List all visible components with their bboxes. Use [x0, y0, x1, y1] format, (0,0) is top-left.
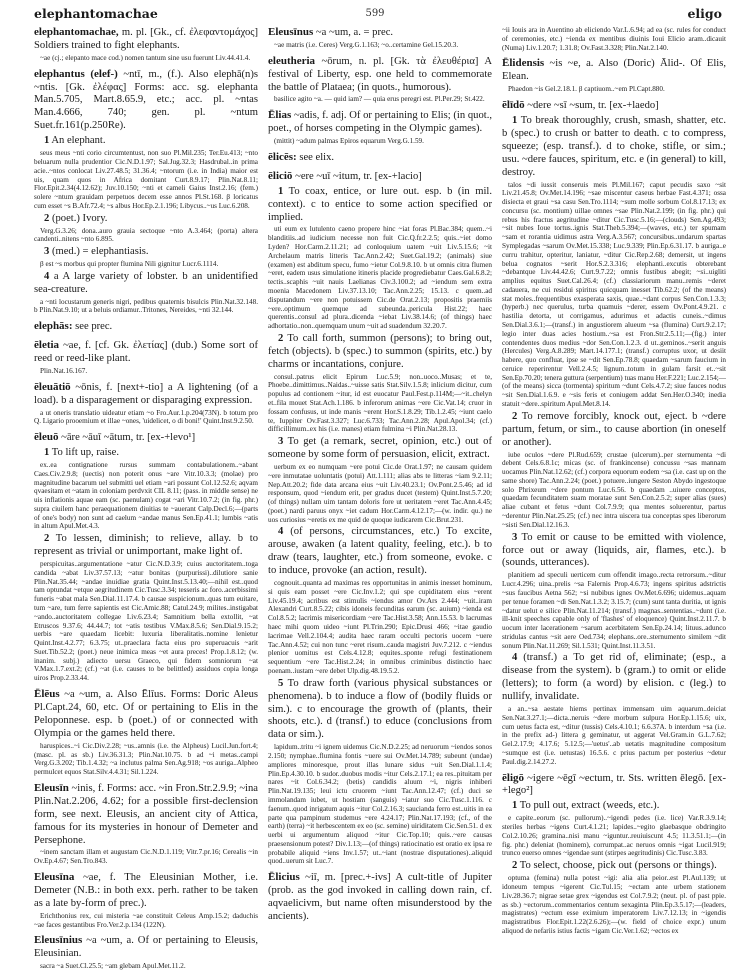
entry-definition	[268, 55, 492, 95]
dictionary-entry	[34, 68, 258, 316]
sense-number: 1	[512, 114, 518, 126]
dictionary-entry	[268, 151, 492, 165]
citation-block: seus meus ~nti corio circumtentust, non suo Pl.Mil.235; Ter.Eu.413; ~nto beluarum nulla prudentior Cic.N.D.1.97; Sal.Jug.32.3; Hasdrubal..in prima acie..~ntos conlocat Liv.27.48.5; 31.36.4; ~ntorum (i.e. in India) maior est uis, quam quos in Africa domitant Curt.8.9.17; Plin.Nat.8.11; Flor.Epit.2.34(4.12.62); Juv.10.150; ~nti et cameli Gaius Inst.2.16; (fem.) solere ~ntum grauidam perpetuos decem esse annos Pl.St.168. β loricatus cum esset ~s B.Afr.72.4; ~s albus Hor.Ep.2.1.196; Libycus..~us Luc.6.208.	[34, 149, 258, 210]
sense-number: 3	[512, 531, 518, 543]
entry-definition	[34, 782, 258, 848]
citation-block: perspicuitas..argumentatione ~atur Cic.N.D.3.9; cuius auctoritatem..toga candida ~abat Liv.37.57.13; ~atur bonitas (purpurissi)..dilutiore sanie Plin.Nat.35.44; ~andae inuidiae gratia Quint.Inst.5.13.40;—nihil est..quod tam optundat ~etque aegritudinem Cic.Tusc.3.34; tesseris ac foro..acerbissimi funeris ~abat mala Sen.Dial.11.17.4. b causae suspicionum..quas tum euitare, tum ~are, tum ferre sapientis est Cic.Amic.88; Catul.24.9; milites..instigabat ~ando..auctoritatem collegae Liv.6.23.4; Samnitium bella extollit, ~at Etruscos 9.37.6; 44.44.7; tot ~atis testibus V.Max.8.5.6; Sen.Dial.9.15.2; uerbis ~are quaedam licebit: luxuria liberalitatis..nomine lenietur Quint.Inst.4.2.77; 6.3.75; ut..praeclara facta eius pro superuacuis ~arit Suet.Tib.52.2; (poet.) neue inimica meas ~et aura preces! Prop.1.8.12; (w. inanim. subj.) adiecto uersu Graeco, qui fidem somniorum ~at V.Max.1.7.ext.2; (cf.) ~at (i.e. causes to be belittled) assiduos copia longa uiros Prop.2.33.44.	[34, 560, 258, 683]
headword: eleutheria	[268, 54, 316, 67]
headword: elephās:	[34, 320, 73, 333]
citation-block: planitiem ad speculi uerticem cum offendit imago..recta retrorsum..~ditur Lucr.4.296; uina..prelis ~sa Falernis Prop.4.6.73; ingens spiritus adstrictis ~sus faucibus Aetna 562; ~si nubibus ignes Ov.Met.6.696; uidemus..aquam per tenue foramen ~di Sen.Nat.1.3.2; 3.15.7; (cum) sunt tanta duritia, ut ignis ~datur uelut e silice Plin.Nat.11.214; (transf.) magnas..sententias..~dunt (i.e. ill-knit speeches capable only of 'flashes' of eloquence) Quint.Inst.2.11.7. b uocum inter lacerationem ~sarum acerbitatem Sen.Ep.24.14; lituus..adunco stridulas cantus ~sit aere Oed.734; elephans..ore..sternumento similem ~dit sonum Plin.Nat.11.269; Sil.1.531; Quint.Inst.11.3.51.	[502, 571, 726, 650]
citation-block: e capite..eorum (sc. pullorum)..~igendi pedes (i.e. lice) Var.R.3.9.14; steriles herbas ~igens Curt.4.1.21; lapides..~egito glaebasque obdringito Col.2.10.26; gramina..nisi manu ~iguntur..reuiuiscunt 4.5; 11.3.51.1;—(in fig. phr.) deleniat (hominem), corrumpat..ac neruos omnis ~igat Lucil.919; trunco euerso omnes ~igendae sunt (stirpes aegritudinis) Cic.Tusc.3.83.	[502, 814, 726, 858]
dictionary-entry	[268, 55, 492, 105]
citation-block: uti eum ex lutulento caeno propere hinc ~iat foras Pl.Bac.384; quem..~i blanditiis..ad iudicium necesse non fuit Cic.Q.fr.2.2.5; quis..~iet domo Lyden? Hor.Carm.2.11.21; ad conloquium uatem ~uit Liv.5.15.6; ~it Archelaum matris litteris Tac.Ann.2.42; Suet.Gal.19.2; (animals) siue (examen) est abditum specu, fumo ~ietur Col.9.8.10. b ut omnis citra flumen ~eret, eadem usus simulatione itineris placide progrediebatur Caes.Gal.6.8.2; tectis..scaphis ~uit nauis Laelianas Civ.3.100.2; ad ~iendum sem extra moenia Macedonem Liv.37.13.10; Tac.Ann.2.25; 15.13. c quem..ad disputandum ~ere non potuissem Cic.de Orat.2.13; propositis praemiis ~ere..optimum quemque ad subeunda..pericula Hist.22; haec querentis..consul ad plura..dicenda ~iebat Liv.38.14.6; (of things) haec adhortatio..non..quemquam unum ~uit ad suadendum 32.20.7.	[268, 225, 492, 331]
headword: ēleuō	[34, 431, 59, 444]
entry-lead-text: m. pl. [Gk., cf. ἐλεφαντομάχος] Soldiers trained to fight elephants.	[34, 27, 258, 51]
dictionary-entry	[502, 57, 726, 94]
sense-definition	[502, 860, 726, 873]
entry-definition	[34, 934, 258, 961]
headword: Eleusīnus	[268, 26, 314, 38]
sense-definition	[34, 213, 258, 226]
entry-lead-text: ~is ~e, a. Also (Doric) Ālid-. Of Elis, Elean.	[502, 58, 726, 83]
citation-block: ex..ea contignatione rursus summam contabulationem..~abant Caes.Civ.2.9.8; (uectis) non poterit onus ~are Vitr.10.3.3; (molae) pro magnitudine bacarum uel submitti uel etiam ~ari possunt Col.12.52.6; aqvam qvaesitam et ~atam in coloniam perdvxit CIL 8.11; (pass. in middle sense) ne uis inflationis aquae eam (sc. paenulam) cogat ~ari Vitr.10.7.2; (in fig. phr.) supra ciuilem hanc peraequationem diuitias te ~auerant Calp.Decl.6;—(parts of one's body) non sunt ad caelum ~andae manus Sen.Ep.41.1; lumbis ~atis in altum Apul.Met.4.3.	[34, 461, 258, 531]
entry-lead-text: ~a ~um, a. Of or pertaining to Eleusis, Eleusinian.	[34, 935, 258, 960]
dictionary-entry	[34, 381, 258, 426]
entry-definition	[34, 381, 258, 408]
dictionary-entry	[34, 782, 258, 866]
entry-definition	[34, 688, 258, 741]
sense-text: (med.) = elephantiasis.	[51, 246, 149, 258]
entry-definition	[502, 99, 726, 113]
headword: ēletia	[34, 339, 60, 352]
entry-lead-text: ~ae, f. The Eleusinian Mother, i.e. Demeter (N.B.: in both exx. perh. rather to be taken as a late by-form of prec.).	[34, 872, 258, 909]
entry-definition	[268, 170, 492, 184]
entry-lead-text: see prec.	[75, 321, 113, 333]
sense-number: 2	[512, 860, 518, 872]
headword: Eleusīna	[34, 871, 75, 884]
dictionary-entry	[34, 320, 258, 334]
dictionary-entry	[268, 871, 492, 924]
dictionary-entry	[34, 871, 258, 929]
dictionary-entry	[34, 431, 258, 683]
dictionary-entry	[34, 339, 258, 376]
entry-lead-text: ~a ~um, a. = prec.	[315, 27, 394, 38]
sense-number: 2	[512, 410, 518, 422]
entry-lead-text: ~iī, m. [prec.+-ivs] A cult-title of Jupiter (prob. as the god invoked in calling down rain, cf. aqvaelicivm, but name often misunderstood by the ancients).	[268, 872, 492, 922]
column-left	[34, 26, 258, 971]
sense-number: 3	[44, 246, 50, 258]
entry-lead-text: ~adis, f. adj. Of or pertaining to Elis; (in quot., poet., of horses competing in the Olympic games).	[268, 110, 492, 135]
sense-number: 5	[278, 677, 284, 689]
sense-number: 4	[278, 526, 284, 538]
sense-definition	[268, 678, 492, 743]
citation-block: cognouit..quanta ad maximas res opportunitas in animis inesset hominum, si quis eam posset ~ere Cic.Inv.1.2; qui spe cupiditatem eius ~erent Liv.45.19.4; acribus est stimulis ~iendus amor Ov.Ars 2.444; ~uit..iram Alexandri Curt.8.5.22; cibis idoneis fecunditas earum (sc. auium) ~ienda est Col.8.5.2; lacrimis misericordiam ~ere Tac.Hist.3.58; Ann.15.53. b lacrumas haec mihi quom uideo ~iunt Pl.Trin.290; Epic.Drusi 466; ~itae gaudio lacrimae Vell.2.104.4; audita haec raram occulti pectoris uocem ~uere Tac.Ann.4.52; cui non tunc ~eret risum..cauda magistri Juv.7.212. c ~iendus plenior uomitus est Cels.4.12.8; equites..sponte refugi festinationem sequentium ~ere Tac.Hist.2.24; in omnibus criminibus distinctio haec poenam..iustam ~ere debet Ulp.dig.48.19.5.2.	[268, 579, 492, 675]
headword: elephantomachae,	[34, 26, 119, 38]
dictionary-entry	[502, 26, 726, 52]
column-right	[500, 26, 726, 956]
sense-definition	[34, 447, 258, 460]
sense-definition	[34, 246, 258, 259]
sense-text: To pull out, extract (weeds, etc.).	[519, 800, 660, 812]
entry-definition	[34, 431, 258, 445]
headword: ēliciō	[268, 169, 293, 182]
sense-text: To select, choose, pick out (persons or things).	[519, 860, 717, 872]
citation-block: ~ae matris (i.e. Ceres) Verg.G.1.163; ~o..certamine Gel.15.20.3.	[274, 40, 459, 49]
citation-block: β est ~s morbus qui propter flumina Nili gignitur Lucr.6.1114.	[40, 260, 219, 269]
headword: ēleuātiō	[34, 380, 71, 393]
page-number: 599	[365, 8, 385, 19]
entry-lead-text: ~ere ~uī ~itum, tr. [ex-+lacio]	[295, 170, 422, 182]
citation-block: optuma (femina) nulla potest ~igi: alia alia peior..est Pl.Aul.139; ut idoneum tempus ~igerent Cic.Tul.15; ~ectam ante urbem stationem Liv.28.36.7; nigrae setae grex ~igendus est Col.7.9.2; (neut. pl. of past ppie. as sb.) ~ectorum..commentarios centum sexaginta Plin.Ep.3.5.17;—(leaders, magistrates) ~ectum esse eximium imperatorem Liv.7.12.13; in ~igendis magistratibus Flor.Epit.1.22(2.6.26);—(w. field of choice expr.) unum aliquod de nefariis istius factis ~igam Cic.Ver.1.62; ~ectos ex	[502, 874, 726, 935]
headword: ēlīdō	[502, 98, 525, 111]
headword: elephantus (elef-)	[34, 67, 118, 80]
dictionary-entry	[34, 26, 258, 63]
citation-block: a an..~sa aestate hiems pertinax immensam uim aquarum..deiciat Sen.Nat.3.27.1;—dicta..neruis ~dere morbum sulpura Hor.Ep.1.15.6; uix, cum uetus facta est, ~ditur (tussis) Cels.4.10.1; 6.6.37A. b interdum ~sa (i.e. in the prefix ad-) littera g geminatur, ut aggerat Vel.Gram.in G.L.7.62; Gel.2.17.9; 4.17.6; 5.12.5;—'uetus'..ab uetatis magnitudine compositum ~sumque est (i.e. uetustas) 16.5.6. c prius pactum per posterius ~detur Paul.dig.2.14.27.2.	[502, 705, 726, 766]
column-middle	[266, 26, 492, 956]
citation-block: Verg.G.3.26; dona..auro grauia sectoque ~nto A.3.464; (porta) altera candenti..nitens ~nto 6.895.	[34, 226, 258, 244]
sense-text: (of persons, circumstances, etc.) To excite, arouse, awaken (a latent quality, feeling, etc.). b to draw (tears, laughter, etc.) from someone, evoke. c to induce, provoke (an action, result).	[268, 526, 492, 577]
sense-number: 1	[512, 800, 518, 812]
sense-text: An elephant.	[51, 135, 106, 147]
citation-block: Phaedon ~is Gel.2.18.1. β captiuom..~em Pl.Capt.880.	[508, 85, 665, 94]
right-guide-word: eligo	[687, 6, 722, 21]
page-header	[0, 0, 750, 24]
entry-definition	[34, 320, 258, 334]
entry-definition	[502, 57, 726, 84]
citation-block: lapidum..tritu ~i ignem uidemus Cic.N.D.2.25; ad neruorum ~iendos sonos 2.150; nymphae..flumina fontis ~uere sui Ov.Met.14.789; subeunt (undae) ampliores minoresque, prout illas lunare sidus ~uit Sen.Dial.1.1.4; Plin.Ep.4.30.10. b sudor..duobus modis ~itur Cels.2.17.1; ea res..pituitam per nares ~it Col.6.34.2; (betis) candidis aluum ~i, nigris inhiberi Plin.Nat.19.135; leui ictu cruorem ~iunt Tac.Ann.12.47; (cf.) duci se immolandam iubet, ut hostiam (sanguis) ~iatur suo Cic.Tusc.1.116. c faenum..quod inrigatum aquis ~itur Col.2.16.3; sauciandа ferro est..uitis in ea parte qua pampinum studemus ~ere 4.24.17; Plin.Nat.17.193; (cf., of the earth) (terra) ~it herbescentem ex eo (sc. semine) uiriditatem Cic.Sen.51. d ex uerbi ui argumentum aliquod ~itur Cic.Top.10; quis..~ere causas praesensionum potest? Div.1.13;—(of things) ratiocinatio est oratio ex ipsa re probabile aliquid ~iens Inv.1.57; ut..~iant (nostrae disputationes)..aliquid quod..uerum sit Luc.7.	[268, 743, 492, 866]
dictionary-columns	[34, 26, 727, 971]
citation-block: basilice agito ~a. — quid iam? — quia erus peregri est. Pl.Per.29; St.422.	[274, 95, 485, 104]
citation-block: Erichthonius rex, cui misteria ~ae constituit Celeus Amp.15.2; daduchis ~ae faces gestantibus Fro.Ver.2.p.134 (122N).	[34, 911, 258, 929]
sense-text: (poet.) Ivory.	[51, 212, 108, 224]
sense-text: To remove forcibly, knock out, eject. b ~dere partum, fetum, or sim., to cause abortion (in oneself or another).	[502, 410, 726, 448]
sense-number: 2	[278, 332, 284, 344]
sense-definition	[268, 186, 492, 225]
citation-block: talos ~di iussit conseruis meis Pl.Mil.167; caput pecudis saxo ~sit Liv.21.45.8; Ov.Met.14.196; ~sae miscentur caseus herbae Fast.4.371; ossa disiecta et graui ~sa casu Sen.Tro.1114; ~sum molle sorbum Col.8.17.13; ex concursu (sc. montium) uillae omnes ~sae Plin.Nat.2.199; (in fig. phr.) qui rebus his fractus aegritudine ~ditur Cic.Tusc.5.16;—(clouds) Sen.Ag.493; ~sit nubes Ioue tortus..ignis Stat.Theb.5.394;—(waves, etc.) ter spumam ~sam et rorantia uidimus astra Verg.A.3.567; concursibus..undarum spartas Symplegadas ~sarum Ov.Met.15.338; Luc.9.339; Plin.Ep.6.31.17. b auriga..e curru trahitur, opteritur, laniatur, ~ditur Cic.Rep.2.68; demersit, ut ingens belua cognatos ~serit Hor.S.2.3.316; elephanti..excutis obterebant ~debantque Liv.44.42.6; Curt.9.7.22; omnis fustibus abegit; ~si..uigliti amplius equitus Suet.Cal.26.4; (cf.) classiariorum manu..remis ~deret cadauera, ne cui residui spiritus quicquam inesset Tib.62.2; (of the means) stat moles..frequentibus exasperata saxis, quae..~dant corpus Sen.Con.1.3.3; (hyperb.) nec querulus, turba quamuis ~derer, essem Ov.Pont.4.9.21. c hastilia detorta, ut corrigamus, adurimus et adactis cuneis..~dimus Sen.Dial.3.6.1;—(transf.) in angustiorem alueum ~sa (flumina) Curt.9.2.17; legio inter duas acies hostium..~sa est Fron.Str.2.5.11;—(fig.) inter contendentes duos medius ~dor Sen.Con.1.2.3. d ut..geminos..~serit anguis (Hercules) Verg.A.8.289; Mart.14.177.1; (transf.) corruptus uxor, ut desiit habere, quo confluat, ipse se ~dit Sen.Ep.78.8; quaedam ~sarum faucium in ceruice reperirentur Vell.2.4.5; lignum..totum in gulam farsit et..~sit Sen.Ep.70.20; tenera guttura (serpentium) tuas manu Her.F.221; Luc.2.154;—(of the means) sicca (tormenta) spiritum ~dunt Cels.4.7.2; siue fauces nodus ~sit Sen.Dial.1.6.9. e ~sis feris et coniugem addat Sen.Her.O.340; inedia statuit ~dere..spiritum Apul.Met.8.14.	[502, 180, 726, 409]
citation-block: haruspices..~i Cic.Div.2.28; ~us..amnis (i.e. the Alpheus) Lucil.Jun.fort.4; (masc. pl. as sb.) Liv.36.31.3; Plin.Nat.10.75. b ad ~i metas..campi Verg.G.3.202; Tib.1.4.32; ~a inclutus palma Sen.Ag.918; ~os auriga..Alpheo permulcet equos Stat.Silv.4.4.31; Sil.1.224.	[34, 741, 258, 777]
sense-definition	[502, 532, 726, 571]
sense-number: 1	[278, 185, 284, 197]
citation-block: sacra ~a Suet.Cl.25.5; ~am glebam Apul.Met.11.2.	[40, 962, 186, 971]
citation-block: consul..patrus elicit Epirum Luc.5.9; non..uoco..Musas; et te, Phoebe..dimittimus..Naidas..~uisse satis Stat.Silv.1.5.8; inlicium dicitur, cum populus ad contionem ~itur, id est euocatur Paul.Fest.p.114M;—~it..chelyn et..fila mouet Stat.Ach.1.186. b inferorum animas ~ere Cic.Vat.14; cruor in fossam confusus, ut inde manis ~erent Hor.S.1.8.29; Tib.1.2.45; ~iunt caelo te, Iuppiter Ov.Fast.3.327; Luc.6.733; Tac.Ann.2.28; Apul.Apol.34; (cf.) difficillimum..ex his (i.e. manes) etiam fulmina ~i Plin.Nat.28.13.	[268, 372, 492, 434]
citation-block: ~inem sanctam illam et augustam Cic.N.D.1.119; Vitr.7.pr.16; Cerealis ~in Ov.Ep.4.67; Sen.Tro.843.	[34, 848, 258, 866]
entry-definition	[502, 772, 726, 799]
headword: ēlicēs:	[268, 150, 297, 163]
headword: Ēlias	[268, 109, 292, 122]
entry-lead-text: ~ae, f. [cf. Gk. ἐλετίας] (dub.) Some sort of reed or reed-like plant.	[34, 340, 258, 365]
sense-text: To get (a remark, secret, opinion, etc.) out of someone by some form of persuasion, elicit, extract.	[268, 436, 492, 461]
entry-definition	[34, 26, 258, 53]
sense-number: 4	[44, 270, 50, 282]
headword: ēligō	[502, 771, 524, 784]
entry-lead-text: ~ōrum, n. pl. [Gk. τὰ ἐλευθέρια] A festival of Liberty, esp. one held to commemorate the battle of Plataea; (in quots., humorous).	[268, 55, 492, 93]
sense-number: 1	[44, 447, 50, 459]
citation-block: a ~nti locustarum generis nigri, pedibus quaternis bisulcis Plin.Nat.32.148. b Plin.Nat.9.10; ut a beluis ordiamur..Tritones, Nereides, ~nti 32.144.	[34, 297, 258, 315]
sense-number: 3	[278, 436, 284, 448]
dictionary-entry	[268, 109, 492, 146]
sense-text: To coax, entice, or lure out. esp. b (in mil. context). c to entice to some action specified or implied.	[268, 185, 492, 223]
dictionary-entry	[34, 688, 258, 777]
entry-definition	[34, 339, 258, 366]
citation-block: iube oculos ~dere Pl.Rud.659; crustae (ulcerum)..per sternumenta ~di debent Cels.6.8.1c; micas (sc. of frankincense) concussu ~sas mannam uocamus Plin.Nat.12.62; (cf.) corpora equorum eodem ~sa (i.e. cast up on the same shore) Tac.Ann.2.24; (poet.) potuere..iungere Seston Abydo ingestoque solo Phrixeum ~dere pontum Luc.6.56. b quaedam ..uiuere conceptos, quaedam fecunditatem suam moratae sunt Sen.Con.2.5.2; super alias (sues) aliae cubant et fetus ~dunt Col.7.9.9; qua mentes soluerentur, partus ~derentur Plin.Nat.25.25; (cf.) nec intra uiscera tua conceptas spes liberorum ~sisti Sen.Dial.12.16.3.	[502, 450, 726, 529]
sense-number: 1	[44, 135, 50, 147]
dictionary-entry	[268, 26, 492, 50]
sense-definition	[502, 115, 726, 180]
entry-definition	[268, 26, 492, 40]
entry-definition	[34, 68, 258, 134]
sense-text: To break thoroughly, crush, smash, shatter, etc. b (spec.) to crush or batter to death. c to compress, squeeze; (esp. transf.). d to choke, stifle, or sim.; usu. ~dere fauces, spiritum, etc. e (in general) to kill, destroy.	[502, 114, 727, 178]
sense-text: a A large variety of lobster. b an unidentified sea-creature.	[34, 270, 258, 295]
left-guide-word: elephantomachae	[34, 6, 158, 21]
entry-lead-text: ~dere ~sī ~sum, tr. [ex-+laedo]	[527, 99, 659, 111]
dictionary-entry	[268, 170, 492, 866]
headword: Ēlēus	[34, 688, 60, 701]
sense-text: To draw forth (various physical substances or phenomena). b to induce a flow of (bodily fluids or sim.). c to encourage the growth of (plants, their shoots, etc.). d (transf.) to educe (conclusions from data or sim.).	[268, 677, 492, 741]
entry-lead-text: ~ōnis, f. [next+-tio] a A lightening (of a load). b a disparagement or disparaging expression.	[34, 381, 258, 406]
entry-definition	[34, 871, 258, 911]
headword: Eleusīn	[34, 781, 69, 794]
entry-definition	[268, 109, 492, 136]
dictionary-entry	[34, 934, 258, 971]
entry-lead-text: see elix.	[299, 151, 335, 163]
entry-lead-text: ~igere ~ēgī ~ectum, tr. Sts. written ēlegō. [ex-+lego²]	[502, 772, 726, 797]
dictionary-entry	[502, 99, 726, 767]
entry-lead-text: ~ntī, m., (f.). Also elephā(n)s ~ntis. [Gk. ἐλέφας] Forms: acc. sg. elephanta Man.5.705, Mart.8.65.9, etc.; acc. pl. ~ntas Man.4.666, 740; gen. pl. ~ntum Suet.fr.161(p.250Re).	[34, 68, 258, 132]
citation-block: uerbum ex eo numquam ~ere potui Cic.de Orat.1.97; ne causam quidem ~ere inmutatae uoluntatis (potui) Att.1.111; alias abs te litteras ~iam 9.2.11; Nep.Att.20.2; fide data arcana eius ~uit Liv.40.23.1; Ov.Pont.2.5.46; ad id responsum, quod ~iendum erit, per gradus ducet (testem) Quint.Inst.5.7.20; (of things) nullam uim tantam doloris fore ut ueritatem ~eret Tac.Ann.4.45; (poet.) nardi paruus onyx ~iet cadum Hor.Carm.4.12.17;—(w. indir. qu.) ne uos curiosius ~eretis ex me quid de quoque iudicarem Cic.Brut.231.	[268, 462, 492, 524]
sense-definition	[268, 436, 492, 462]
headword: Ēlidensis	[502, 57, 545, 70]
entry-lead-text: ~a ~um, a. Also Ēlīus. Forms: Doric Aleus Pl.Capt.24, 60, etc. Of or pertaining to Elis in the Peloponnese. esp. b (poet.) of or connected with Olympia or the games held there.	[34, 689, 258, 739]
sense-definition	[502, 411, 726, 450]
sense-text: (transf.) a To get rid of, eliminate; (esp., a disease from the system). b (gram.) to omit or elide (letters); to form (a word) by elision. c (leg.) to nullify, invalidate.	[502, 652, 726, 703]
sense-definition	[34, 271, 258, 297]
citation-block: ~ae (cj.; elepanto mace cod.) nomen tantum sine usu fuerunt Liv.44.41.4.	[40, 53, 251, 62]
sense-text: To emit or cause to be emitted with violence, force out or away (liquids, air, flames, etc.). b (sounds, utterances).	[502, 531, 726, 569]
entry-definition	[268, 871, 492, 924]
headword: Ēlicius	[268, 871, 300, 884]
sense-definition	[34, 135, 258, 148]
sense-text: To lessen, diminish; to relieve, allay. b to represent as trivial or unimportant, make light of.	[34, 533, 258, 558]
continued-citations: ~ii Iouis ara in Auentino ab eliciendo Var.L.6.94; ad ea (sc. rules for conduct of ceremonies, etc.) ~ienda ex mentibus diuinis Ioui Elicio aram..dicauit (Numa) Liv.1.20.7; 1.31.8; Ov.Fast.3.328; Plin.Nat.2.140.	[502, 26, 726, 52]
sense-number: 4	[512, 652, 518, 664]
sense-text: To lift up, raise.	[51, 447, 119, 459]
citation-block: a ut oneris translatio uideatur etiam ~o Fro.Aur.1.p.204(73N). b totum pro Q. Ligario prooemium et illae ~ones, 'uidelicet, o di boni!' Quint.Inst.9.2.50.	[34, 408, 258, 426]
sense-number: 2	[44, 212, 50, 224]
citation-block: (mittit) ~adum palmas Epiros equarum Verg.G.1.59.	[274, 137, 424, 146]
sense-definition	[502, 652, 726, 704]
sense-definition	[268, 526, 492, 578]
sense-definition	[502, 800, 726, 813]
sense-definition	[34, 533, 258, 559]
sense-text: To call forth, summon (persons); to bring out, fetch (objects). b (spec.) to summon (spirits, etc.) by charms or incantations, conjure.	[268, 332, 492, 370]
entry-lead-text: ~inis, f. Forms: acc. ~in Fron.Str.2.9.9; ~ina Plin.Nat.2.206, 4.62; for a possible first-declension form, see next. Eleusis, an ancient city of Attica, famous for its mysteries in honour of Demeter and Persephone.	[34, 782, 258, 846]
dictionary-entry	[502, 772, 726, 936]
sense-number: 2	[44, 533, 50, 545]
entry-lead-text: ~āre ~āuī ~ātum, tr. [ex-+levo¹]	[61, 432, 196, 444]
citation-block: Plin.Nat.16.167.	[40, 366, 88, 375]
headword: Eleusīnius	[34, 934, 83, 947]
entry-definition	[268, 151, 492, 165]
sense-definition	[268, 333, 492, 372]
